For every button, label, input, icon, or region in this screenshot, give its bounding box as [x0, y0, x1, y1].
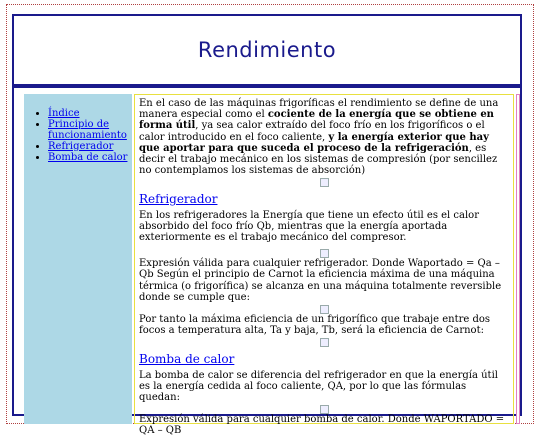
refrigerador-paragraph-2: Expresión válida para cualquier refrigerador. Donde Waportado = Qa – Qb Según el principio de Carnot la eficiencia máxima de una máquina térmica (o frigorífica) se alcanza en una máquina totalmente reversible donde se cumple que: — [139, 258, 502, 303]
intro-paragraph: En el caso de las máquinas frigoríficas el rendimiento se define de una manera especial como el cociente de la energía que se obtiene en forma útil, ya sea calor extraído del foco frío en los frigoríficos o el calor introducido en el foco caliente, y la energía exterior que hay que aportar para que suceda el proceso de la refrigeración, es decir el trabajo mecánico en los sistemas de compresión (por sencillez no contemplamos los sistemas de absorción) — [139, 98, 499, 177]
bomba-paragraph-2: Expresión válida para cualquier bomba de calor. Donde WAPORTADO = QA – QB — [139, 414, 505, 437]
article-content — [134, 94, 514, 437]
nav-item-principio — [48, 119, 132, 141]
nav-link-indice[interactable]: Índice — [48, 108, 80, 119]
section-heading-refrigerador — [139, 194, 509, 205]
broken-image-icon — [320, 405, 328, 413]
main-frame — [12, 86, 522, 437]
section-heading-bomba — [139, 354, 509, 365]
broken-image-icon — [320, 305, 328, 313]
broken-image-icon — [320, 338, 328, 346]
nav-item-indice — [48, 108, 132, 119]
page-title: Rendimiento — [197, 38, 337, 62]
nav-link-bomba[interactable]: Bomba de calor — [48, 152, 128, 163]
broken-image-icon — [320, 178, 328, 186]
bomba-paragraph-1: La bomba de calor se diferencia del refrigerador en que la energía útil es la energía cedida al foco caliente, QA, por lo que las fórmulas quedan: — [139, 369, 498, 404]
nav-link-principio[interactable]: Principio de funcionamiento — [48, 119, 127, 141]
nav-item-refrigerador — [48, 141, 132, 152]
refrigerador-paragraph-3: Por tanto la máxima eficiencia de un frigorífico que trabaje entre dos focos a temperatura alta, Ta y baja, Tb, será la eficiencia de Carnot: — [139, 314, 491, 337]
broken-image-icon — [320, 249, 328, 257]
page-header — [12, 14, 522, 86]
section-link-bomba[interactable]: Bomba de calor — [139, 352, 235, 367]
sidebar-nav — [24, 94, 132, 424]
nav-list — [24, 94, 132, 163]
section-link-refrigerador[interactable]: Refrigerador — [139, 192, 218, 207]
right-column — [516, 94, 520, 424]
nav-item-bomba — [48, 152, 132, 163]
refrigerador-paragraph-1: En los refrigeradores la Energía que tiene un efecto útil es el calor absorbido del foco frío Qb, mientras que la energía aportada exteriormente es el trabajo mecánico del compresor. — [139, 209, 479, 244]
nav-link-refrigerador[interactable]: Refrigerador — [48, 141, 114, 152]
